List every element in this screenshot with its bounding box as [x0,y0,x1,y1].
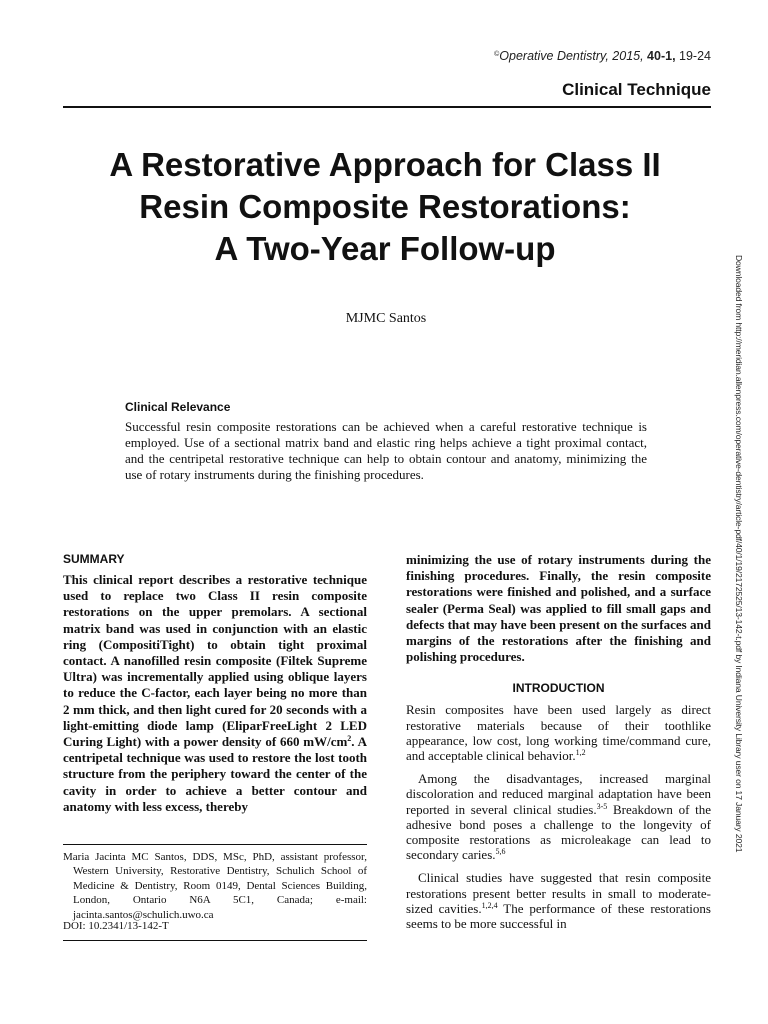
summary-text: This clinical report describes a restorative technique used to replace two Class II resin composite restorations on the upper premolars. A sectional matrix band was used in conjunction with an elastic ring (CompositiTight) to obtain tight proximal contact. A nanofilled resin composite (Filtek Supreme Ultra) was incrementally applied using oblique layers to reduce the C-factor, each layer being no more than 2 mm thick, and then light cured for 20 seconds with a light-emitting diode lamp (EliparFreeLight 2 LED Curing Light) with a power density of 660 $mW/cm^2$. A centripetal technique was used to restore the lost tooth structure from the periphery toward the center of the cavity in order to achieve a better contour and anatomy with less excess, thereby [63,572,368,814]
journal-name: Operative Dentistry [499,49,606,63]
author-name: MJMC Santos [345,311,427,326]
header-rule [63,106,711,108]
journal-year: , 2015, [605,49,648,63]
title-line-3: A Two-Year Follow-up [214,230,556,267]
author-affiliation: Maria Jacinta MC Santos, DDS, MSc, PhD, assistant professor, Western University, Restorative Dentistry, Schulich School of Medicine & Dentistry, Room 0149, Dental Sciences Building, London, Ontario N6A 5C1, Canada; e-mail: jacinta.santos@schulich.uwo.ca [63,851,367,921]
intro-paragraph-3: Clinical studies have suggested that resin composite restorations present better results in small to moderate-sized cavities.$^{1,2,4}$ The performance of these restorations seems to be more successful in [406,870,711,932]
download-sidebar [734,255,746,853]
download-note: Downloaded from http://meridian.allenpress.com/operative-dentistry/article-pdf/40/1/19/2172525/13-142-t.pdf by Indiana University Library user on 17 January 2021 [734,255,744,853]
clinical-relevance-heading: Clinical Relevance [125,400,231,414]
section-label: Clinical Technique [562,80,711,99]
title-line-1: A Restorative Approach for Class II [109,146,661,183]
intro-paragraph-1: Resin composites have been used largely as direct restorative materials because of their toothlike appearance, low cost, long working time/command cure, and acceptable clinical behavior.$^{1,2}$ [406,702,711,764]
author-footnote [63,850,367,922]
summary-heading: SUMMARY [63,552,125,566]
right-column [406,552,711,939]
summary-continuation: minimizing the use of rotary instruments during the finishing procedures. Finally, the resin composite restorations were finished and polished, and a surface sealer (Perma Seal) was applied to fill small gaps and defects that may have been present on the surfaces and margins of the restorations after the finishing and polishing procedures. [406,552,711,665]
footnote-rule [63,844,367,845]
clinical-relevance-text: Successful resin composite restorations can be achieved when a careful restorative technique is employed. Use of a sectional matrix band and elastic ring helps achieve a tight proximal contact, and the centripetal restorative technique can help to obtain contour and anatomy, minimizing the use of rotary instruments during the finishing procedures. [125,419,647,482]
journal-volume: 40-1, [647,49,676,63]
title-line-2: Resin Composite Restorations: [139,188,631,225]
intro-paragraph-2: Among the disadvantages, increased marginal discoloration and reduced marginal adaptation have been reported in several clinical studies.$^{3-5}$ Breakdown of the adhesive bond poses a challenge to the longevity of composite restorations as microleakage can lead to secondary caries.$^{5,6}$ [406,771,712,863]
introduction-heading: INTRODUCTION [512,681,605,696]
article-title [40,144,730,270]
doi: DOI: 10.2341/13-142-T [63,920,169,932]
doi-rule [63,940,367,941]
journal-citation: ©Operative Dentistry, 2015, 40-1, 19-24 [494,49,711,63]
left-column [63,552,367,815]
journal-pages: 19-24 [675,49,711,63]
